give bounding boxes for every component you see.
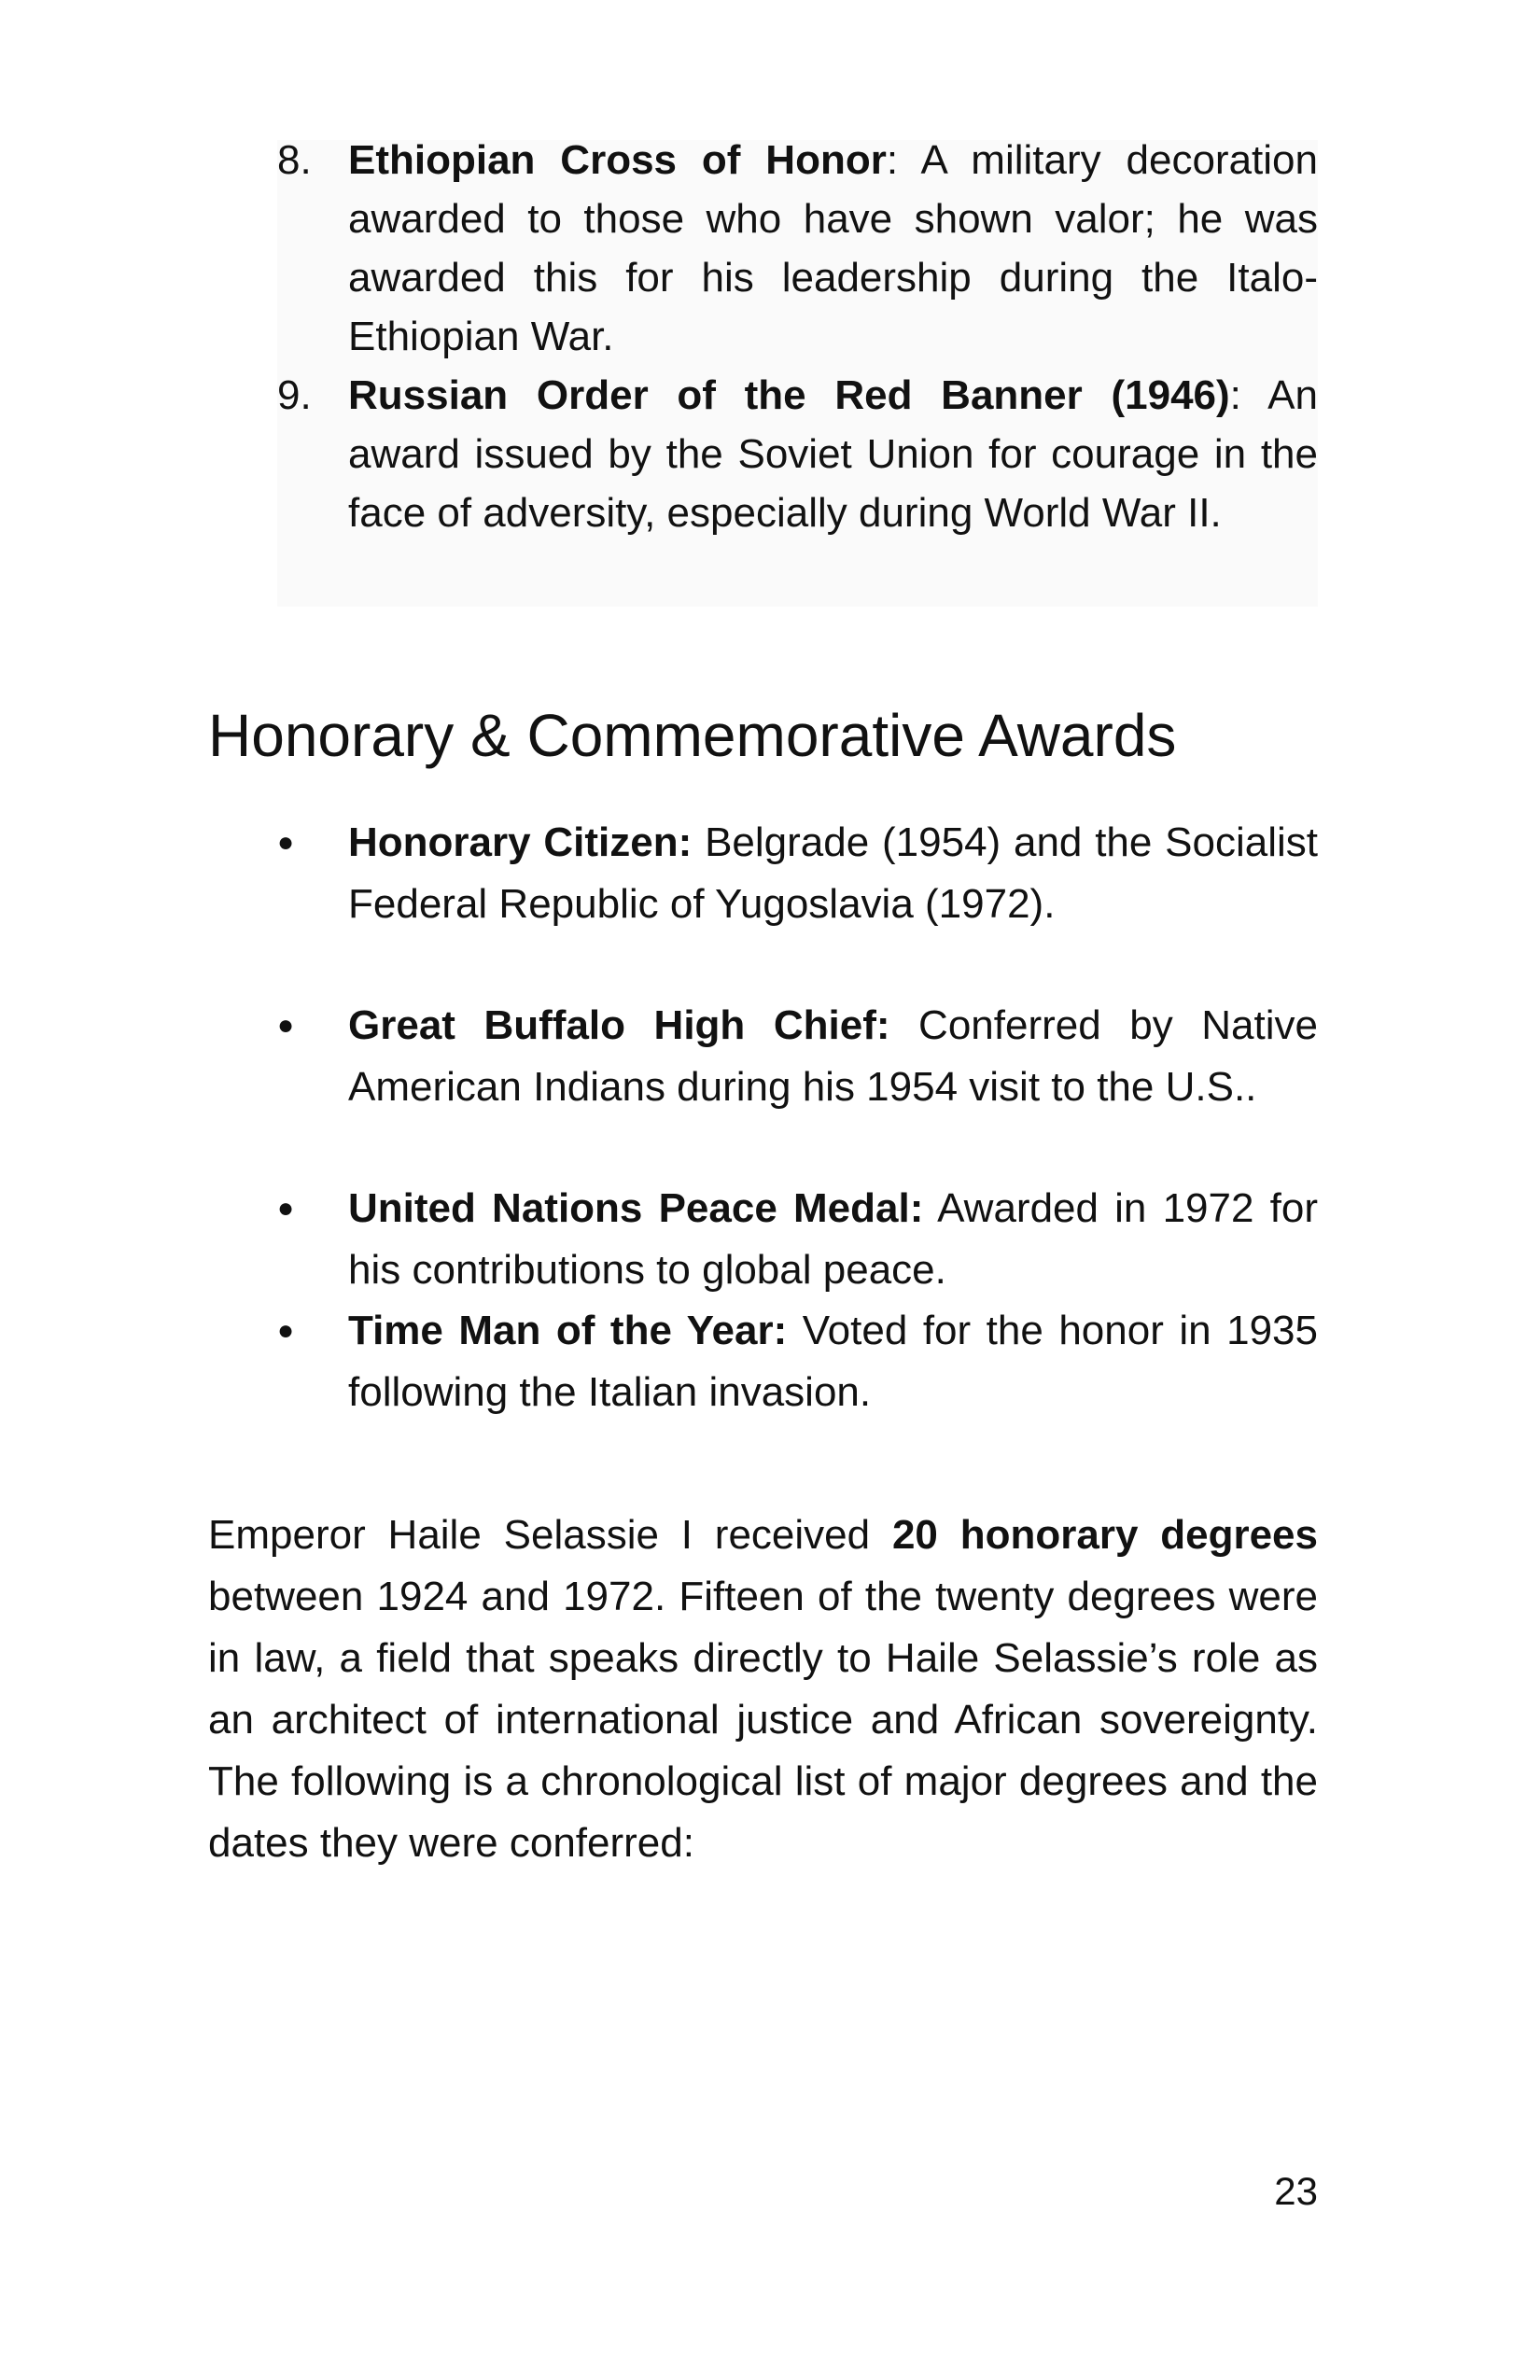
award-title: Time Man of the Year: xyxy=(348,1308,788,1353)
bullet-item-text xyxy=(348,995,1318,1118)
bullet-icon: ● xyxy=(277,1315,295,1346)
bullet-item-text xyxy=(348,812,1318,935)
award-description: Voted for the honor in 1935 following the Italian invasion. xyxy=(348,1308,1318,1415)
bullet-item-text xyxy=(348,1300,1318,1423)
bullet-icon: ● xyxy=(277,1193,295,1224)
bullet-item-text xyxy=(348,1178,1318,1301)
paragraph-rest: between 1924 and 1972. Fifteen of the twenty degrees were in law, a field that speaks directly to Haile Selassie’s role as an architect of international justice and African sovereignty. The following is a chronological list of major degrees and the dates they were conferred: xyxy=(208,1574,1318,1866)
award-title: Ethiopian Cross of Honor xyxy=(348,137,887,183)
page-number: 23 xyxy=(1274,2169,1318,2213)
paragraph-lead: Emperor Haile Selassie I received xyxy=(208,1512,892,1558)
paragraph-emphasis: 20 honorary degrees xyxy=(891,1512,1318,1558)
numbered-list-item xyxy=(277,366,1318,542)
award-description: : An award issued by the Soviet Union for courage in the face of adversity, especially during World War II. xyxy=(348,372,1318,536)
body-paragraph xyxy=(208,1505,1318,1874)
bullet-list-item xyxy=(277,1300,1318,1423)
list-item-text xyxy=(348,366,1318,542)
bullet-list-item xyxy=(277,1178,1318,1301)
award-description: : A military decoration awarded to those who have shown valor; he was awarded this for his leadership during the Italo-Ethiopian War. xyxy=(348,137,1318,359)
award-description: Conferred by Native American Indians during his 1954 visit to the U.S.. xyxy=(348,1002,1318,1110)
award-title: United Nations Peace Medal: xyxy=(348,1185,924,1231)
bullet-icon: ● xyxy=(277,827,295,858)
list-number: 9. xyxy=(277,372,312,418)
bullet-list-item xyxy=(277,812,1318,935)
section-heading: Honorary & Commemorative Awards xyxy=(208,702,1177,769)
award-title: Honorary Citizen: xyxy=(348,819,693,865)
bullet-icon: ● xyxy=(277,1010,295,1041)
bullet-list-item xyxy=(277,995,1318,1118)
award-title: Great Buffalo High Chief: xyxy=(348,1002,890,1048)
list-item-text xyxy=(348,131,1318,366)
list-number: 8. xyxy=(277,137,312,183)
award-description: Belgrade (1954) and the Socialist Federal Republic of Yugoslavia (1972). xyxy=(348,819,1319,927)
numbered-list-item xyxy=(277,131,1318,366)
award-description: Awarded in 1972 for his contributions to global peace. xyxy=(348,1185,1319,1293)
award-title: Russian Order of the Red Banner (1946) xyxy=(348,372,1230,418)
